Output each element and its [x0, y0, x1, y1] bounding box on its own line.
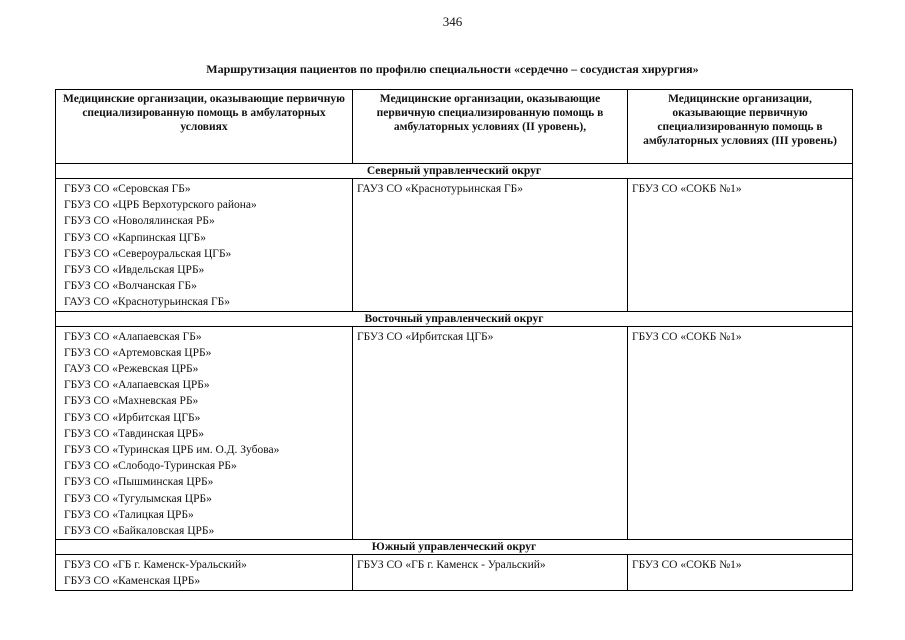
document-title: Маршрутизация пациентов по профилю специальности «сердечно – сосудистая хирургия»	[206, 62, 699, 76]
org-item: ГБУЗ СО «Махневская РБ»	[64, 395, 199, 408]
org-item: ГБУЗ СО «ГБ г. Каменск-Уральский»	[64, 559, 247, 572]
level2-org: ГБУЗ СО «ГБ г. Каменск - Уральский»	[353, 555, 628, 590]
org-item: ГАУЗ СО «Краснотурьинская ГБ»	[64, 296, 231, 309]
table-row	[56, 326, 853, 540]
district-row	[56, 164, 853, 179]
org-item: ГБУЗ СО «Артемовская ЦРБ»	[64, 346, 212, 359]
district-name: Южный управленческий округ	[56, 540, 853, 555]
level2-org: ГАУЗ СО «Краснотурьинская ГБ»	[353, 179, 628, 312]
header-level2: Медицинские организации, оказывающие первичную специализированную помощь в амбулаторных условиях (II уровень),	[353, 90, 628, 164]
header-level3: Медицинские организации, оказывающие первичную специализированную помощь в амбулаторных условиях (III уровень)	[628, 90, 853, 164]
org-item: ГБУЗ СО «Серовская ГБ»	[64, 183, 191, 195]
level3-org: ГБУЗ СО «СОКБ №1»	[628, 326, 853, 540]
org-item: ГБУЗ СО «Новолялинская РБ»	[64, 215, 215, 228]
org-item: ГБУЗ СО «ЦРБ Верхотурского района»	[64, 199, 257, 212]
org-item: ГБУЗ СО «Тавдинская ЦРБ»	[64, 427, 205, 440]
org-item: ГБУЗ СО «Слободо-Туринская РБ»	[64, 460, 237, 473]
table-row	[56, 555, 853, 590]
header-level1: Медицинские организации, оказывающие первичную специализированную помощь в амбулаторных условиях	[56, 90, 353, 164]
org-item: ГБУЗ СО «Алапаевская ГБ»	[64, 330, 202, 343]
org-item: ГБУЗ СО «Талицкая ЦРБ»	[64, 508, 194, 521]
org-item: ГБУЗ СО «Тугулымская ЦРБ»	[64, 492, 212, 505]
org-item: ГБУЗ СО «Каменская ЦРБ»	[64, 575, 201, 588]
org-item: ГАУЗ СО «Режевская ЦРБ»	[64, 363, 199, 376]
org-item: ГБУЗ СО «Ирбитская ЦГБ»	[64, 411, 201, 424]
org-item: ГБУЗ СО «Волчанская ГБ»	[64, 280, 197, 293]
district-row	[56, 311, 853, 326]
org-item: ГБУЗ СО «Байкаловская ЦРБ»	[64, 525, 215, 538]
level1-orgs	[56, 179, 353, 312]
org-item: ГБУЗ СО «Туринская ЦРБ им. О.Д. Зубова»	[64, 444, 280, 457]
org-item: ГБУЗ СО «Карпинская ЦГБ»	[64, 231, 207, 244]
header-row	[56, 90, 853, 164]
level2-org: ГБУЗ СО «Ирбитская ЦГБ»	[353, 326, 628, 540]
district-row	[56, 540, 853, 555]
page-number: 346	[442, 14, 463, 29]
level1-orgs	[56, 326, 353, 540]
district-name: Северный управленческий округ	[56, 164, 853, 179]
district-name: Восточный управленческий округ	[56, 311, 853, 326]
org-item: ГБУЗ СО «Пышминская ЦРБ»	[64, 476, 214, 489]
table-row	[56, 179, 853, 312]
org-item: ГБУЗ СО «Алапаевская ЦРБ»	[64, 379, 210, 392]
routing-table	[55, 89, 853, 591]
org-item: ГБУЗ СО «Ивдельская ЦРБ»	[64, 264, 205, 277]
level1-orgs	[56, 555, 353, 590]
org-item: ГБУЗ СО «Североуральская ЦГБ»	[64, 247, 232, 260]
level3-org: ГБУЗ СО «СОКБ №1»	[628, 555, 853, 590]
level3-org: ГБУЗ СО «СОКБ №1»	[628, 179, 853, 312]
